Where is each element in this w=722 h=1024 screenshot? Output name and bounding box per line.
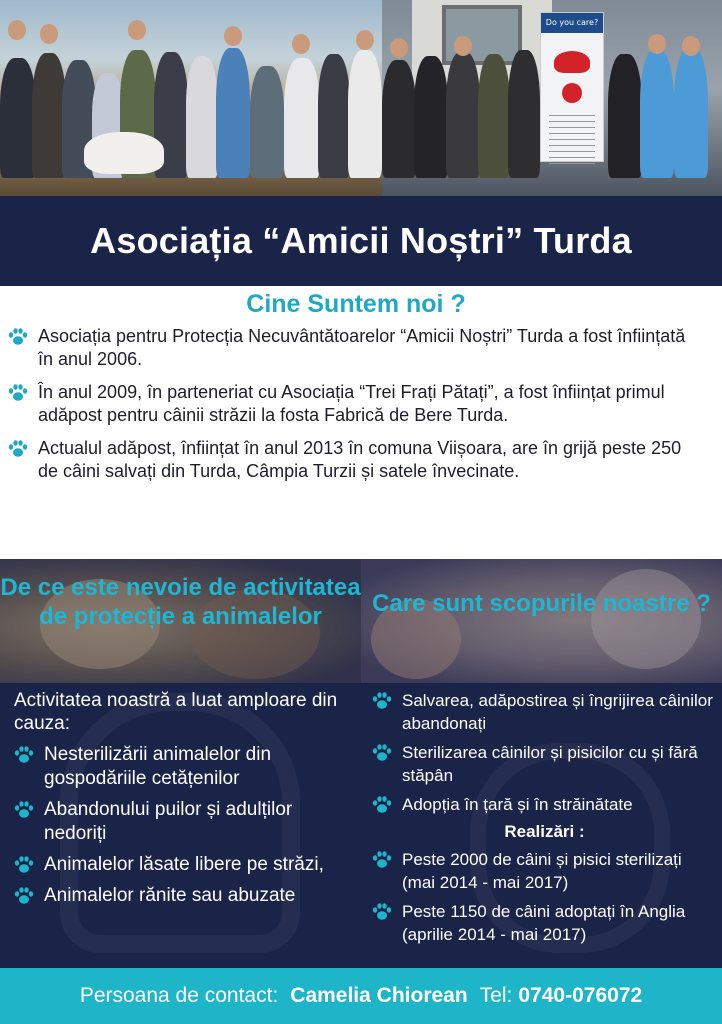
paw-icon	[372, 903, 392, 921]
list-item-text: Animalelor rănite sau abuzate	[44, 885, 296, 906]
why-list	[14, 743, 354, 908]
list-item-text: Nesterilizării animalelor din gospodăriile cetățenilor	[44, 744, 272, 789]
list-item	[372, 741, 717, 787]
paw-icon	[14, 856, 34, 874]
why-heading: De ce este nevoie de activitatea de protecție a animalelor	[0, 574, 361, 630]
title-band	[0, 196, 722, 286]
contact-footer	[0, 968, 722, 1024]
poster-header: Do you care?	[541, 13, 603, 33]
paw-icon	[372, 692, 392, 710]
list-item-text: Peste 2000 de câini și pisici sterilizați (mai 2014 - mai 2017)	[402, 850, 682, 892]
goals-list	[372, 689, 717, 816]
page-title: Asociația “Amicii Noștri” Turda	[90, 220, 632, 261]
paw-icon	[562, 83, 582, 103]
paw-icon	[372, 744, 392, 762]
details-section	[0, 683, 722, 968]
list-item	[8, 381, 704, 427]
achievements-heading: Realizări :	[504, 822, 585, 841]
list-item	[8, 325, 704, 371]
header-photo-strip	[0, 0, 722, 196]
kittens-background-image	[361, 559, 722, 683]
who-we-are-list	[8, 325, 704, 483]
list-item	[14, 743, 354, 791]
list-item	[14, 798, 354, 846]
list-item-text: Peste 1150 de câini adoptați în Anglia (aprilie 2014 - mai 2017)	[402, 902, 686, 944]
puppies-background-image	[0, 559, 361, 683]
paw-icon	[14, 801, 34, 819]
contact-label: Persoana de contact:	[79, 984, 279, 1007]
list-item	[372, 793, 717, 816]
who-we-are-section	[0, 286, 722, 559]
list-item	[14, 853, 354, 877]
why-intro: Activitatea noastră a luat amploare din cauza:	[14, 690, 338, 734]
contact-name: Camelia Chiorean	[290, 984, 468, 1007]
list-item	[372, 848, 717, 894]
list-item	[372, 689, 717, 735]
list-item-text: În anul 2009, în parteneriat cu Asociația “Trei Frați Pătați”, a fost înființat primul adăpost pentru câinii străzii la fosta Fabrică de Bere Turda.	[38, 382, 665, 425]
paw-icon	[372, 851, 392, 869]
phone-label: Tel:	[479, 984, 513, 1007]
list-item	[372, 900, 717, 946]
volunteers-group-photo-left	[0, 0, 382, 196]
list-item-text: Salvarea, adăpostirea și îngrijirea câinilor abandonați	[402, 691, 713, 733]
list-item-text: Abandonului puilor și adulților nedoriți	[44, 799, 293, 844]
white-dog-image	[84, 132, 164, 174]
paw-icon	[8, 328, 28, 346]
paw-icon	[14, 887, 34, 905]
goals-column	[372, 689, 717, 952]
do-you-care-poster	[540, 12, 604, 162]
paw-icon	[8, 440, 28, 458]
list-item-text: Actualul adăpost, înființat în anul 2013 în comuna Viișoara, are în grijă peste 250 de câini salvați din Turda, Câmpia Turzii și satele învecinate.	[38, 438, 682, 481]
list-item-text: Adopția în țară și în străinătate	[402, 795, 633, 814]
achievements-list	[372, 848, 717, 946]
who-we-are-heading: Cine Suntem noi ?	[246, 290, 466, 318]
paw-icon	[14, 746, 34, 764]
list-item	[14, 884, 354, 908]
list-item-text: Asociația pentru Protecția Necuvântătoarelor “Amicii Noștri” Turda a fost înființată în anul 2006.	[38, 326, 686, 369]
heart-icon	[554, 51, 590, 73]
section-headings-band	[0, 559, 722, 683]
list-item	[8, 437, 704, 483]
why-column	[14, 689, 354, 915]
goals-heading: Care sunt scopurile noastre ?	[372, 590, 711, 617]
list-item-text: Animalelor lăsate libere pe străzi,	[44, 854, 324, 875]
phone-number[interactable]: 0740-076072	[518, 984, 643, 1007]
list-item-text: Sterilizarea câinilor și pisicilor cu și fără stăpân	[402, 743, 698, 785]
paw-icon	[8, 384, 28, 402]
volunteers-group-photo-right	[382, 0, 722, 196]
paw-icon	[372, 796, 392, 814]
